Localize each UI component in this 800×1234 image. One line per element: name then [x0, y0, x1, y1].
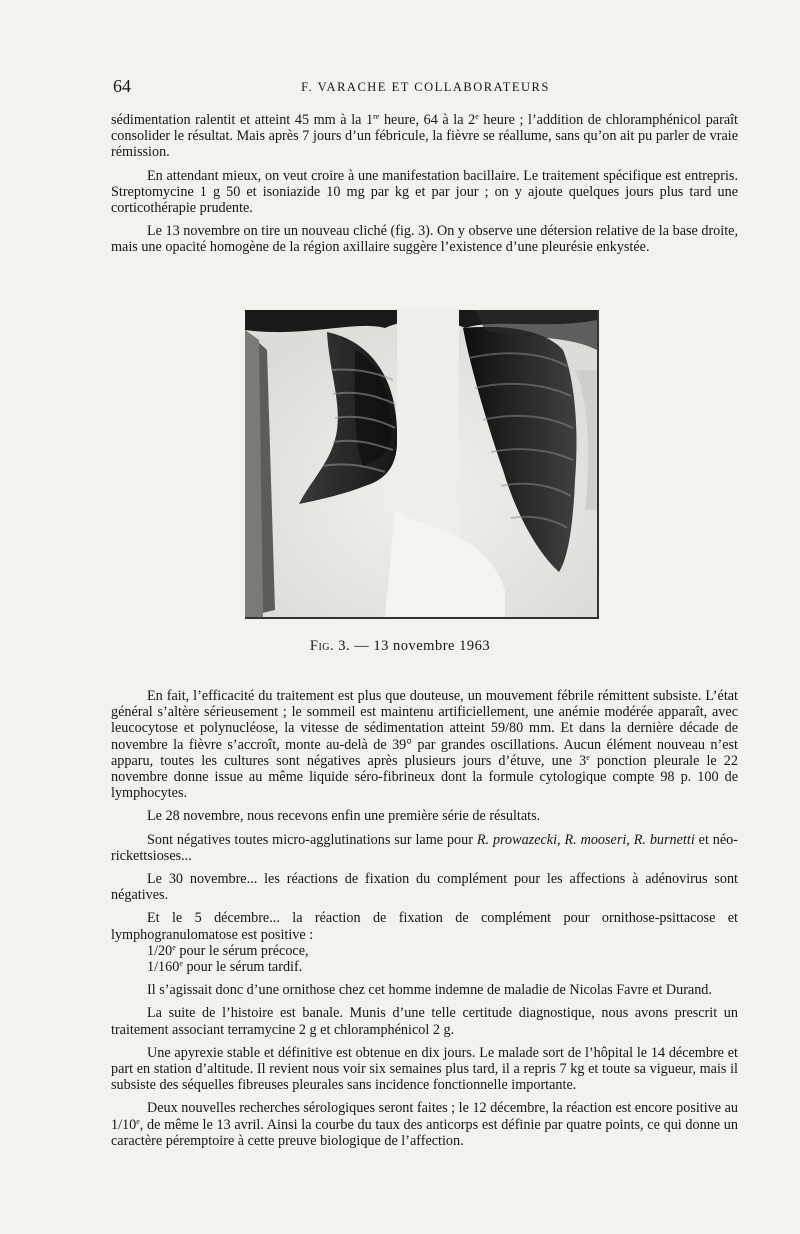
figure-caption — [0, 638, 800, 655]
page-number: 64 — [113, 76, 131, 96]
text-block-top — [111, 112, 738, 263]
paragraph-sedimentation: sédimentation ralentit et atteint 45 mm à la 1re heure, 64 à la 2e heure ; l’addition de chloramphénicol paraît consolider le résultat. Mais après 7 jours d’un fébricule, la fièvre se réallume, sans qu’on ait pu parler de vraie rémission. — [111, 112, 738, 161]
paragraph-adenovirus: Le 30 novembre... les réactions de fixation du complément pour les affections à adénovirus sont négatives. — [111, 871, 738, 904]
paragraph-ornithose: Il s’agissait donc d’une ornithose chez cet homme indemne de maladie de Nicolas Favre et Durand. — [147, 982, 712, 999]
running-head: F. VARACHE ET COLLABORATEURS — [301, 80, 550, 94]
text-block-bottom — [111, 688, 738, 1156]
figure-label: Fig. 3. — [309, 638, 351, 654]
paragraph-new-xray: Le 13 novembre on tire un nouveau cliché (fig. 3). On y observe une détersion relative de la base droite, mais une opacité homogène de la région axillaire suggère l’existence d’une pleurésie enkystée. — [111, 223, 738, 256]
paragraph-followup: La suite de l’histoire est banale. Munis d’une telle certitude diagnostique, nous avons prescrit un traitement associant terramycine 2 g et chloramphénicol 2 g. — [111, 1005, 738, 1038]
paragraph-agglutinations: Sont négatives toutes micro-agglutinations sur lame pour R. prowazecki, R. mooseri, R. burnetti et néo-rickettsioses... — [111, 831, 738, 864]
serum-early: 1/20e pour le sérum précoce, — [147, 942, 309, 959]
chest-xray-figure — [245, 310, 599, 619]
serum-list — [111, 943, 738, 975]
page-header — [113, 76, 738, 100]
paragraph-serology: Deux nouvelles recherches sérologiques seront faites ; le 12 décembre, la réaction est encore positive au 1/10e, de même le 13 avril. Ainsi la courbe du taux des anticorps est définie par quatre points, ce qui donne un caractère péremptoire à cette preuve biologique de l’affection. — [111, 1100, 738, 1149]
figure-caption-text: — 13 novembre 1963 — [350, 638, 491, 654]
paragraph-apyrexie: Une apyrexie stable et définitive est obtenue en dix jours. Le malade sort de l’hôpital le 14 décembre et part en station d’altitude. Il revient nous voir six semaines plus tard, il a repris 7 kg et toute sa vigueur, mais il subsiste des séquelles fibreuses pleurales sans incidence fonctionnelle importante. — [111, 1044, 738, 1094]
paragraph-treatment: En fait, l’efficacité du traitement est plus que douteuse, un mouvement fébrile rémittent subsiste. L’état général s’altère sérieusement ; le sommeil est maintenu artificiellement, une anémie modérée apparaît, avec leucocytose et polynucléose, la vitesse de sédimentation atteint 59/80 mm. Et dans la dernière décade de novembre la fièvre s’accroît, monte au-delà de 39° par grandes oscillations. Aucun élément nouveau n’est apparu, toutes les cultures sont négatives après plusieurs jours d’étuve, une 3e ponction pleurale le 22 novembre donne issue au même liquide séro-fibrineux dont la formule cytologique compte 98 p. 100 de lymphocytes. — [111, 688, 738, 802]
paragraph-results: Le 28 novembre, nous recevons enfin une première série de résultats. — [147, 808, 541, 825]
paragraph-fixation: Et le 5 décembre... la réaction de fixation de complément pour ornithose-psittacose et lymphogranulomatose est positive : — [111, 910, 738, 943]
serum-late: 1/160e pour le sérum tardif. — [147, 959, 303, 976]
chest-xray-image — [245, 310, 597, 617]
paragraph-bacillary: En attendant mieux, on veut croire à une manifestation bacillaire. Le traitement spécifique est entrepris. Streptomycine 1 g 50 et isoniazide 10 mg par kg et par jour ; on y ajoute quelques jours plus tard une corticothérapie prudente. — [111, 167, 738, 217]
